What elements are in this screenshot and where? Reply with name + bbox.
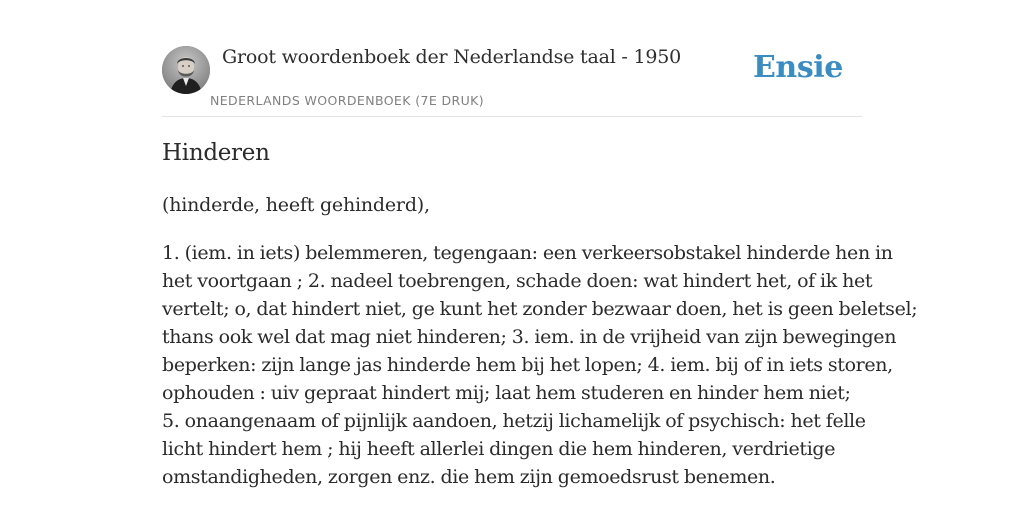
definition-line: beperken: zijn lange jas hinderde hem bij het lopen; 4. iem. bij of in iets storen, bbox=[162, 354, 893, 376]
avatar[interactable] bbox=[162, 46, 210, 94]
entry-title: Hinderen bbox=[162, 140, 270, 166]
definition-line: het voortgaan ; 2. nadeel toebrengen, schade doen: wat hindert het, of ik het bbox=[162, 270, 873, 292]
source-header bbox=[162, 44, 862, 117]
definition-line: vertelt; o, dat hindert niet, ge kunt het zonder bezwaar doen, het is geen beletsel; bbox=[162, 298, 918, 320]
definition-line: thans ook wel dat mag niet hinderen; 3. iem. in de vrijheid van zijn bewegingen bbox=[162, 326, 897, 348]
definition-line: 5. onaangenaam of pijnlijk aandoen, hetzij lichamelijk of psychisch: het felle bbox=[162, 410, 866, 432]
definition-line: ophouden : uiv gepraat hindert mij; laat hem studeren en hinder hem niet; bbox=[162, 382, 851, 404]
brand-logo[interactable]: Ensie bbox=[752, 50, 843, 85]
entry-definition bbox=[162, 239, 918, 491]
definition-line: omstandigheden, zorgen enz. die hem zijn gemoedsrust benemen. bbox=[162, 466, 776, 488]
source-subtitle[interactable]: NEDERLANDS WOORDENBOEK (7E DRUK) bbox=[210, 93, 485, 108]
entry-grammar: (hinderde, heeft gehinderd), bbox=[162, 194, 430, 216]
author-portrait-icon bbox=[162, 46, 210, 94]
source-title[interactable]: Groot woordenboek der Nederlandse taal - 1950 bbox=[222, 46, 682, 68]
definition-line: licht hindert hem ; hij heeft allerlei dingen die hem hinderen, verdrietige bbox=[162, 438, 836, 460]
definition-line: 1. (iem. in iets) belemmeren, tegengaan: een verkeersobstakel hinderde hen in bbox=[162, 242, 893, 264]
